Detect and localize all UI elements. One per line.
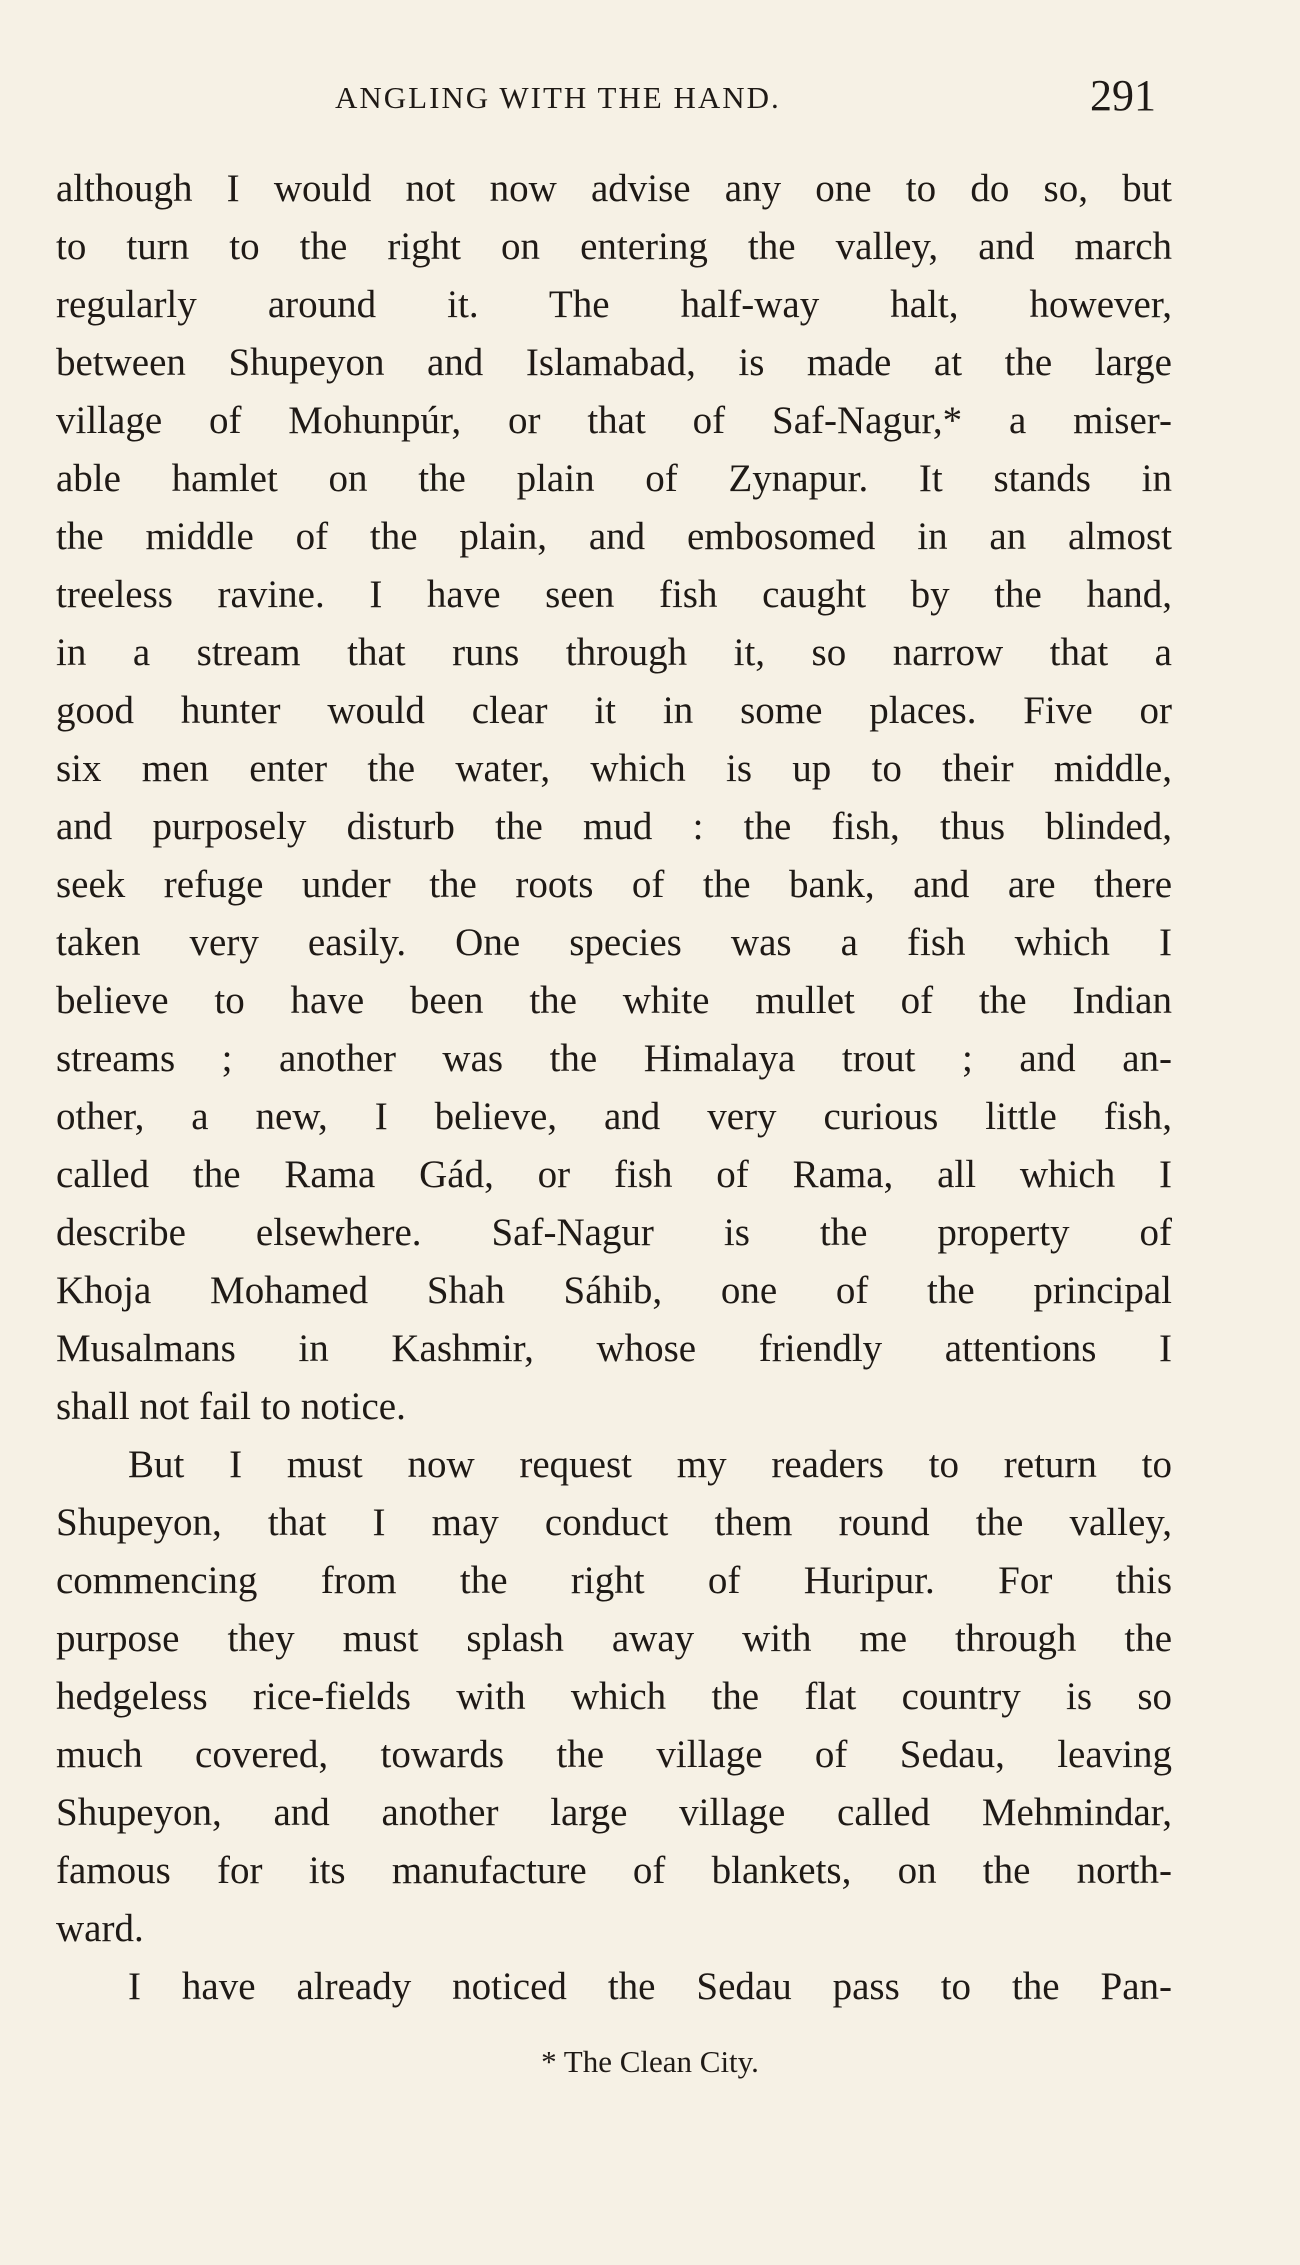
footnote: * The Clean City. xyxy=(541,2044,759,2079)
text-line: famous for its manufacture of blankets, on the north- xyxy=(56,1849,1172,1892)
text-line: much covered, towards the village of Sedau, leaving xyxy=(56,1733,1172,1776)
text-line: But I must now request my readers to return to xyxy=(128,1443,1172,1486)
text-line: other, a new, I believe, and very curious little fish, xyxy=(56,1095,1172,1138)
text-line: describe elsewhere. Saf-Nagur is the property of xyxy=(56,1211,1172,1254)
text-line: to turn to the right on entering the valley, and march xyxy=(56,225,1172,268)
text-line: called the Rama Gád, or fish of Rama, all which I xyxy=(56,1153,1172,1196)
text-line: seek refuge under the roots of the bank, and are there xyxy=(56,863,1172,906)
text-line: ward. xyxy=(56,1907,144,1950)
text-line: treeless ravine. I have seen fish caught by the hand, xyxy=(56,573,1172,616)
page-number: 291 xyxy=(1090,71,1156,120)
text-line: believe to have been the white mullet of the Indian xyxy=(56,979,1172,1022)
text-line: in a stream that runs through it, so narrow that a xyxy=(56,631,1172,674)
text-line: although I would not now advise any one to do so, but xyxy=(56,167,1172,210)
text-line: Musalmans in Kashmir, whose friendly attentions I xyxy=(56,1327,1172,1370)
text-line: shall not fail to notice. xyxy=(56,1385,406,1428)
running-title: ANGLING WITH THE HAND. xyxy=(335,80,781,115)
text-line: Shupeyon, and another large village called Mehmindar, xyxy=(56,1791,1172,1834)
text-line: regularly around it. The half-way halt, however, xyxy=(56,283,1172,326)
running-head xyxy=(0,72,1300,132)
text-line: Shupeyon, that I may conduct them round the valley, xyxy=(56,1501,1172,1544)
body-text xyxy=(56,160,1172,2016)
text-line: streams ; another was the Himalaya trout ; and an- xyxy=(56,1037,1172,1080)
text-line: village of Mohunpúr, or that of Saf-Nagur,* a miser- xyxy=(56,399,1172,442)
text-line: commencing from the right of Huripur. For this xyxy=(56,1559,1172,1602)
text-line: taken very easily. One species was a fish which I xyxy=(56,921,1172,964)
text-line: good hunter would clear it in some places. Five or xyxy=(56,689,1172,732)
text-line: between Shupeyon and Islamabad, is made at the large xyxy=(56,341,1172,384)
text-line: Khoja Mohamed Shah Sáhib, one of the principal xyxy=(56,1269,1172,1312)
text-line: I have already noticed the Sedau pass to the Pan- xyxy=(128,1965,1172,2008)
text-line: hedgeless rice-fields with which the flat country is so xyxy=(56,1675,1172,1718)
text-line: and purposely disturb the mud : the fish, thus blinded, xyxy=(56,805,1172,848)
text-line: purpose they must splash away with me through the xyxy=(56,1617,1172,1660)
text-line: the middle of the plain, and embosomed in an almost xyxy=(56,515,1172,558)
text-line: able hamlet on the plain of Zynapur. It stands in xyxy=(56,457,1172,500)
text-line: six men enter the water, which is up to their middle, xyxy=(56,747,1172,790)
